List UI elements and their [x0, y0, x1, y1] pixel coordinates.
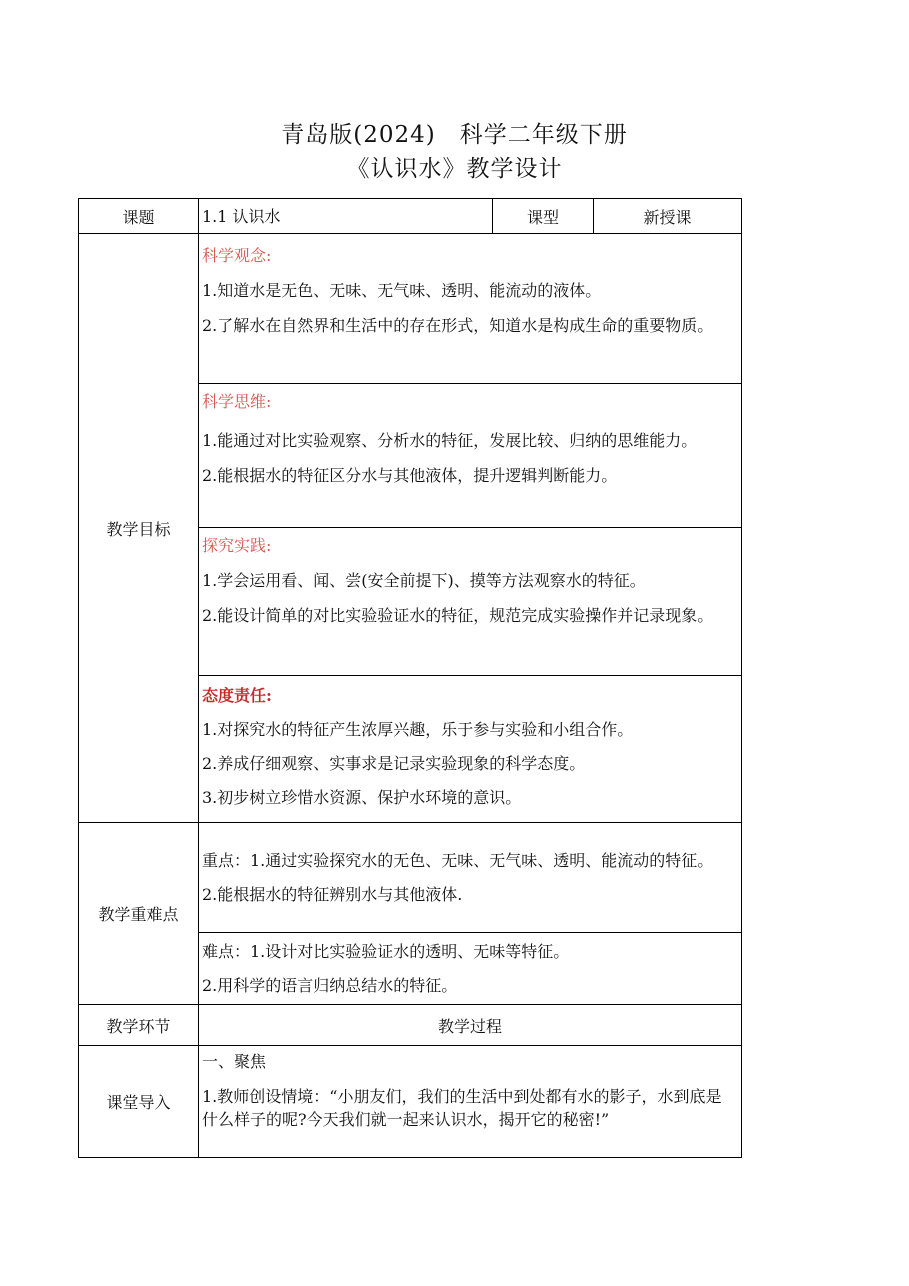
lesson-type-label: 课型	[493, 199, 594, 234]
key-point-item: 2.能根据水的特征辨别水与其他液体.	[202, 885, 463, 904]
objective-section-thinking	[199, 384, 742, 528]
objective-item: 1.知道水是无色、无味、无气味、透明、能流动的液体。	[202, 281, 602, 300]
lesson-type-value: 新授课	[594, 199, 742, 234]
keypoints-row	[79, 823, 742, 933]
difficult-point-item: 难点：1.设计对比实验验证水的透明、无味等特征。	[202, 942, 570, 961]
objective-section-practice	[199, 528, 742, 676]
intro-item: 一、聚焦	[202, 1052, 267, 1071]
objective-item: 2.能设计简单的对比实验验证水的特征，规范完成实验操作并记录现象。	[202, 606, 714, 625]
objective-section-concept	[199, 234, 742, 384]
objective-item: 2.养成仔细观察、实事求是记录实验现象的科学态度。	[202, 754, 586, 773]
intro-item: 1.教师创设情境：“小朋友们，我们的生活中到处都有水的影子，水到底是什么样子的呢?今天我们就一起来认识水，揭开它的秘密!”	[202, 1087, 722, 1129]
stage-header: 教学环节	[79, 1005, 199, 1046]
key-points	[199, 823, 742, 933]
topic-row	[79, 199, 742, 234]
difficult-points	[199, 933, 742, 1005]
objectives-label: 教学目标	[79, 234, 199, 823]
objectives-row	[79, 234, 742, 384]
process-header-row	[79, 1005, 742, 1046]
key-point-item: 重点：1.通过实验探究水的无色、无味、无气味、透明、能流动的特征。	[202, 851, 714, 870]
process-header: 教学过程	[199, 1005, 742, 1046]
intro-label: 课堂导入	[79, 1046, 199, 1158]
objective-item: 1.对探究水的特征产生浓厚兴趣，乐于参与实验和小组合作。	[202, 720, 634, 739]
objective-item: 2.能根据水的特征区分水与其他液体，提升逻辑判断能力。	[202, 466, 618, 485]
lesson-plan-table	[78, 198, 742, 1158]
objective-item: 1.学会运用看、闻、尝(安全前提下)、摸等方法观察水的特征。	[202, 571, 646, 590]
topic-value: 1.1 认识水	[199, 199, 493, 234]
section-heading: 科学思维:	[202, 392, 272, 411]
intro-content	[199, 1046, 742, 1158]
objective-item: 2.了解水在自然界和生活中的存在形式，知道水是构成生命的重要物质。	[202, 316, 714, 335]
document-title-line1: 青岛版(2024) 科学二年级下册	[281, 122, 628, 148]
objective-item: 1.能通过对比实验观察、分析水的特征，发展比较、归纳的思维能力。	[202, 431, 698, 450]
intro-row	[79, 1046, 742, 1158]
objective-section-attitude	[199, 676, 742, 823]
difficult-point-item: 2.用科学的语言归纳总结水的特征。	[202, 976, 458, 995]
keypoints-label: 教学重难点	[79, 823, 199, 1005]
document-title-line2: 《认识水》教学设计	[346, 156, 563, 182]
topic-label: 课题	[79, 199, 199, 234]
section-heading: 探究实践:	[202, 536, 272, 555]
section-heading: 科学观念:	[202, 246, 272, 265]
objective-item: 3.初步树立珍惜水资源、保护水环境的意识。	[202, 788, 522, 807]
section-heading: 态度责任:	[202, 686, 272, 705]
